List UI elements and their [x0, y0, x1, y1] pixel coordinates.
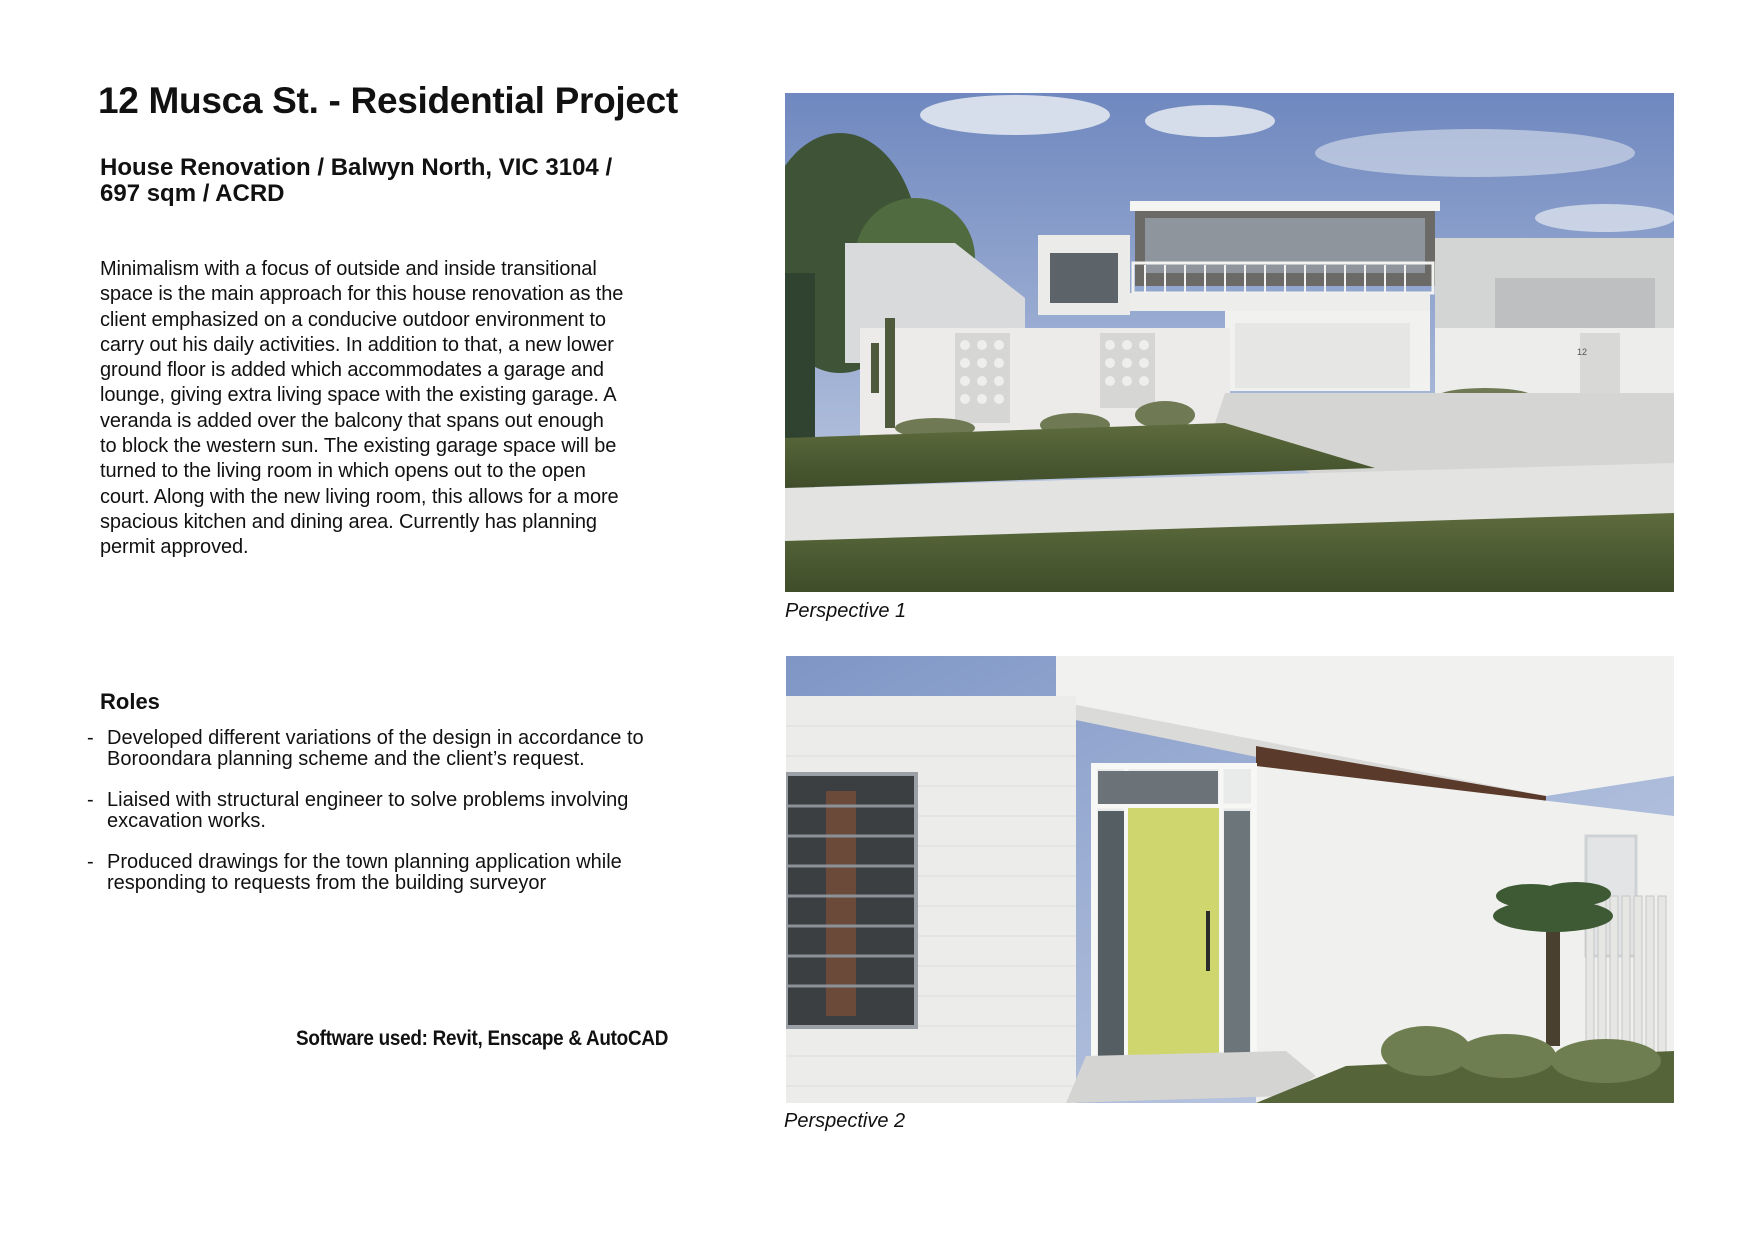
role-text: Developed different variations of the design in accordance to Boroondara planning scheme and the client’s request. [107, 727, 644, 770]
perspective-2-caption: Perspective 2 [784, 1110, 906, 1132]
role-item [87, 728, 647, 770]
project-description: Minimalism with a focus of outside and inside transitional space is the main approach for this house renovation as the client emphasized on a conducive outdoor environment to carry out his daily activities. In addition to that, a new lower ground floor is added which accommodates a garage and lounge, giving extra living space with the existing garage. A veranda is added over the balcony that spans out enough to block the western sun. The existing garage space will be turned to the living room in which opens out to the open court. Along with the new living room, this allows for a more spacious kitchen and dining area. Currently has planning permit approved. [100, 258, 624, 559]
project-subtitle [100, 155, 660, 207]
bullet-dash: - [87, 727, 94, 749]
subtitle-line-1: House Renovation / Balwyn North, VIC 3104 / [100, 154, 613, 181]
perspective-1-render [785, 93, 1674, 592]
subtitle-line-2: 697 sqm / ACRD [100, 180, 285, 207]
page-title: 12 Musca St. - Residential Project [98, 80, 678, 121]
role-item [87, 852, 647, 894]
bullet-dash: - [87, 789, 94, 811]
roles-list [87, 728, 647, 914]
perspective-2-render [786, 656, 1674, 1103]
role-item [87, 790, 647, 832]
roles-heading: Roles [100, 689, 160, 714]
role-text: Liaised with structural engineer to solve problems involving excavation works. [107, 789, 629, 832]
bullet-dash: - [87, 851, 94, 873]
house-number-text: 12 [1577, 347, 1588, 357]
perspective-1-caption: Perspective 1 [785, 600, 907, 622]
software-used: Software used: Revit, Enscape & AutoCAD [296, 1027, 669, 1050]
role-text: Produced drawings for the town planning application while responding to requests from the building surveyor [107, 851, 622, 894]
